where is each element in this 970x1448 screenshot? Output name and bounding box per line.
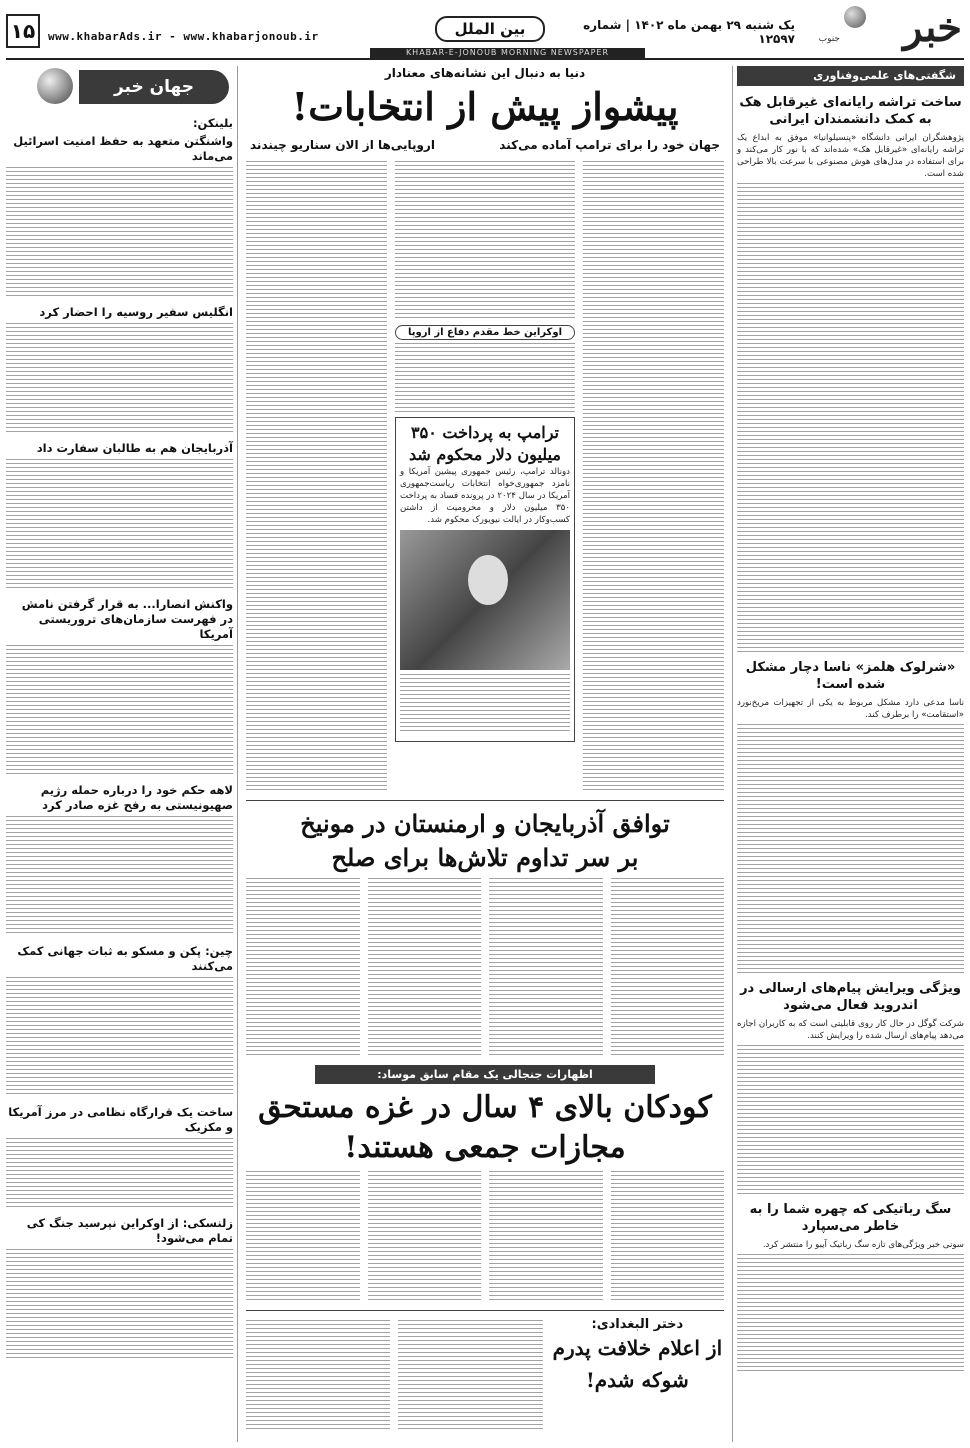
article-title[interactable]: انگلیس سفیر روسیه را احضار کرد — [39, 305, 233, 319]
article-body — [368, 878, 482, 1058]
divider — [246, 1310, 724, 1311]
article-kicker: بلینکن: — [192, 116, 233, 130]
article-body — [246, 1171, 360, 1301]
story3-kicker-bar: اظهارات جنجالی یک مقام سابق موساد: — [315, 1065, 655, 1084]
trump-box — [395, 417, 575, 742]
article-body — [6, 323, 233, 433]
story3-headline[interactable]: کودکان بالای ۴ سال در غزه مستحق مجازات جمعی هستند! — [258, 1090, 712, 1165]
article-body — [246, 161, 387, 791]
website-links[interactable]: www.khabarAds.ir - www.khabarjonoub.ir — [48, 30, 319, 43]
article-body — [246, 1320, 390, 1430]
article-lead: ناسا مدعی دارد مشکل مربوط به یکی از تجهیزات مریخ‌نورد «استقامت» را برطرف کند. — [737, 698, 964, 720]
article-title[interactable]: واکنش انصارا... به قرار گرفتن نامش در فهرست سازمان‌های تروریستی آمریکا — [21, 597, 233, 641]
article-lead: شرکت گوگل در حال کار روی قابلیتی است که به کاربران اجازه می‌دهد پیام‌های ارسال شده را ویرایش کنند. — [737, 1019, 964, 1041]
globe-icon — [37, 68, 73, 104]
story2-headline-2[interactable]: بر سر تداوم تلاش‌ها برای صلح — [331, 843, 639, 872]
story4-headline[interactable]: از اعلام خلافت پدرم شوکه شدم! — [552, 1336, 723, 1392]
header-rule — [6, 58, 964, 60]
article-body — [246, 878, 360, 1058]
world-news-badge: جهان خبر — [79, 70, 229, 104]
main-kicker: دنیا به دنبال این نشانه‌های معنادار — [384, 66, 586, 80]
article-body — [737, 724, 964, 974]
article-title[interactable]: آذربایجان هم به طالبان سفارت داد — [36, 441, 233, 455]
main-story-columns — [246, 158, 724, 794]
center-content — [246, 66, 724, 1433]
divider — [246, 800, 724, 801]
article-body — [583, 161, 724, 791]
article-body — [395, 161, 575, 321]
story2-columns — [246, 875, 724, 1061]
article-body — [400, 674, 570, 734]
article-body — [6, 1138, 233, 1208]
article-lead: سونی خبر ویژگی‌های تازه سگ رباتیک آیبو را منتشر کرد. — [762, 1240, 964, 1250]
world-news-logo — [6, 66, 233, 110]
article-title[interactable]: واشنگتن متعهد به حفظ امنیت اسرائیل می‌ماند — [13, 134, 233, 163]
box-headline[interactable]: ترامپ به پرداخت ۳۵۰ میلیون دلار محکوم شد — [409, 423, 561, 464]
article-lead: پژوهشگران ایرانی دانشگاه «پنسیلوانیا» موفق به ابداع یک تراشه رایانه‌ای «غیرقابل هک» شده‌اند که با نور کار می‌کند و برای استفاده در مدل‌های هوش مصنوعی با سرعت بالا طراحی شده است. — [737, 133, 964, 179]
article-body — [611, 878, 725, 1058]
science-section-bar: شگفتی‌های علمی‌وفناوری — [737, 66, 964, 86]
article-title[interactable]: لاهه حکم خود را درباره حمله رژیم صهیونیستی به رفح غزه صادر کرد — [40, 783, 233, 812]
article-body — [737, 1045, 964, 1195]
story4-row — [246, 1317, 724, 1433]
issue-line: یک شنبه ۲۹ بهمن ماه ۱۴۰۲ | شماره ۱۲۵۹۷ — [583, 18, 795, 46]
article-title[interactable]: چین: پکن و مسکو به ثبات جهانی کمک می‌کنند — [17, 944, 233, 973]
article-body — [6, 645, 233, 775]
logo-sub: جنوب — [818, 34, 840, 44]
main-subheads — [250, 138, 720, 152]
page-number: ۱۵ — [6, 14, 40, 48]
article-body — [398, 1320, 542, 1430]
subhead-left: اروپایی‌ها از الان سناریو چیندند — [250, 138, 435, 152]
article-body — [489, 878, 603, 1058]
article-body — [6, 816, 233, 936]
subhead-right: جهان خود را برای ترامپ آماده می‌کند — [499, 138, 720, 152]
globe-icon — [844, 6, 866, 28]
masthead-banner: KHABAR-E-JONOUB MORNING NEWSPAPER — [370, 48, 645, 58]
world-news-column — [6, 66, 238, 1442]
story4-kicker: دختر البغدادی: — [591, 1317, 684, 1332]
article-title[interactable]: سگ رباتیکی که چهره شما را به خاطر می‌سپارد — [749, 1202, 952, 1234]
main-headline[interactable]: پیشواز پیش از انتخابات! — [291, 84, 679, 129]
article-title[interactable]: ساخت یک قرارگاه نظامی در مرز آمریکا و مکزیک — [8, 1105, 233, 1134]
newspaper-logo — [812, 4, 962, 50]
story3-columns — [246, 1168, 724, 1304]
article-body — [611, 1171, 725, 1301]
article-body — [395, 343, 575, 413]
article-title[interactable]: «شرلوک هلمز» ناسا دچار مشکل شده است! — [745, 660, 956, 692]
section-name: بین الملل — [435, 16, 545, 42]
article-body — [6, 977, 233, 1097]
page-header — [0, 0, 970, 58]
box-caption: دونالد ترامپ، رئیس جمهوری پیشین آمریکا و نامزد جمهوری‌خواه انتخابات ریاست‌جمهوری آمریکا در سال ۲۰۲۴ در پرونده فساد به پرداخت ۳۵۰ میلیون دلار و محرومیت از داشتن کسب‌وکار در ایالت نیویورک محکوم شد. — [400, 467, 570, 525]
story2-headline-1[interactable]: توافق آذربایجان و ارمنستان در مونیخ — [300, 809, 670, 838]
logo-text: خبر — [903, 4, 962, 51]
article-body — [6, 1249, 233, 1359]
article-body — [6, 167, 233, 297]
article-body — [737, 1254, 964, 1374]
article-body — [6, 459, 233, 589]
article-title[interactable]: زلنسکی: از اوکراین نپرسید جنگ کی تمام می‌شود! — [26, 1216, 233, 1245]
trump-photo — [400, 530, 570, 670]
article-body — [737, 183, 964, 653]
article-title[interactable]: ویژگی ویرایش پیام‌های ارسالی در اندروید فعال می‌شود — [740, 981, 961, 1013]
science-column — [732, 66, 964, 1442]
article-body — [489, 1171, 603, 1301]
box-subhead: اوکراین خط مقدم دفاع از اروپا — [395, 325, 575, 340]
article-title[interactable]: ساخت تراشه رایانه‌ای غیرقابل هک به کمک دانشمندان ایرانی — [739, 95, 962, 127]
article-body — [368, 1171, 482, 1301]
